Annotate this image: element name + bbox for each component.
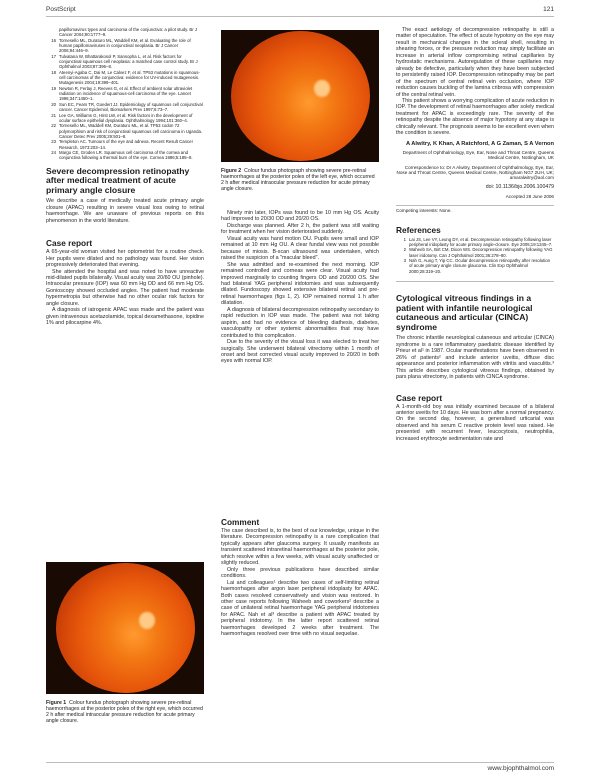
reference-item	[46, 86, 204, 102]
author-list: A Alwitry, K Khan, A Ratchford, A G Zaman, S A Vernon	[406, 140, 554, 147]
article1-title: Severe decompression retinopathy after medical treatment of acute primary angle closure	[46, 165, 190, 195]
references-heading: References	[396, 224, 441, 235]
paragraph: Visual acuity was hand motion OU. Pupils were small and IOP remained at 10 mm Hg OU. A clear fundal view was not possible because of miosis. B-scan ultrasound was undertaken, which raised the suspicion of a "macular bleed".	[221, 235, 379, 262]
article2-case-text: A 1-month-old boy was initially examined because of a bilateral anterior uveitis for 10 days. He was born after a normal pregnancy. On the second day, however, a generalised urticarial was observed and his serum C reactive protein level was raised. He presented with recurrent fever, leucocytosis, neutrophilia, increased erythrocyte sedimentation rate and	[396, 403, 554, 442]
reference-text: Nah G, Aung T, Yip CC. Ocular decompression retinopathy after resolution of acute primary angle closure glaucoma. Clin Exp Ophthalmol 2000;28:319–20.	[409, 257, 551, 274]
reference-text: Waheeb SA, Birt CM, Dixon WS. Decompression retinopathy following YAG laser iridotomy. Can J Ophthalmol 2001;36:278–80.	[409, 247, 553, 258]
comment-section	[221, 517, 379, 638]
reference-item	[396, 237, 554, 248]
case-report-body	[46, 249, 204, 326]
accepted-date: Accepted 28 June 2006	[505, 194, 554, 200]
comment-heading: Comment	[221, 517, 260, 527]
paragraph: A diagnosis of bilateral decompression retinopathy secondary to rapid reduction in IOP was made. The patient was not taking aspirin, and had no evidence of bleeding diathesis, diabetes, vasculopathy or other systemic abnormalities that may have contributed to this complication.	[221, 306, 379, 339]
reference-number: 16	[51, 37, 56, 43]
reference-text: Margo CE, Groden LR. Squamous cell carcinoma of the cornea and conjunctiva following a thermal burn of the eye. Cornea 1986;5:185–8.	[59, 149, 193, 161]
reference-number: 24	[51, 149, 56, 155]
reference-text: Tornesello ML, Duraturo ML, Waddell KM, et al. Evaluating the role of human papillomaviruses in conjunctival neoplasia. Br J Cancer 2006;94:446–9.	[59, 37, 191, 54]
paragraph: The case described is, to the best of our knowledge, unique in the literature. Decompression retinopathy is a rare complication that typically appears after glaucoma surgery. It usually manifests as transient scattered intraretinal haemorrhages at the posterior pole, which resolve within a few weeks, with visual acuity unaffected or slightly reduced.	[221, 528, 379, 567]
paragraph: Discharge was planned. After 2 h, the patient was still waiting for treatment when her vision deteriorated suddenly.	[221, 222, 379, 236]
article2-title: Cytological vitreous findings in a patient with infantile neurological cutaneous and articular (CINCA) syndrome	[396, 292, 533, 332]
reference-text: Ateenyi-Agaba C, Dai M, Le Calvez F, et al. TP53 mutations in squamous-cell carcinomas of the conjunctiva: evidence for UV-induced mutagenesis. Mutagenesis 2004;19:399–401.	[59, 69, 200, 86]
figure-2-caption-text: Colour fundus photograph showing severe pre-retinal haemorrhages at the posterior poles of the left eye, which occurred 2 h after medical intraocular pressure reduction for acute primary angle closure.	[221, 168, 375, 193]
figure-1-label: Figure 1	[46, 700, 67, 706]
right-column	[396, 27, 554, 442]
reference-text: Newton R, Ferlay J, Reeves G, et al. Effect of ambient solar ultraviolet radiation on incidence of squamous-cell carcinoma of the eye. Lancet 1996;347:1450–1.	[59, 85, 193, 102]
left-column	[46, 27, 204, 327]
doi: doi: 10.1136/bjo.2006.100479	[485, 183, 554, 190]
reference-text: Templeton AC. Tumours of the eye and adnexa. Recent Result Cancer Research, 1973:203–14.	[59, 139, 193, 150]
reference-item	[46, 139, 204, 150]
figure-1-caption	[46, 700, 204, 724]
reference-item	[46, 38, 204, 54]
article-divider	[396, 281, 554, 282]
figure-2-image	[221, 30, 379, 162]
fundus-photo-left-eye	[231, 31, 370, 161]
reference-item	[396, 247, 554, 258]
figure-2-caption	[221, 168, 379, 192]
reference-item	[46, 70, 204, 86]
reference-number: 2	[403, 247, 406, 253]
reference-text: Lee GA, Williams G, Hirst LW, et al. Risk factors in the development of ocular surface epithelial dysplasia. Ophthalmology 1994;101:360–4.	[59, 112, 193, 123]
reference-number: 20	[51, 101, 56, 107]
paragraph: Only three previous publications have described similar conditions.	[221, 566, 379, 580]
reference-number: 21	[51, 112, 56, 118]
header-rule	[46, 16, 554, 17]
paragraph: The exact aetiology of decompression retinopathy is still a matter of speculation. The effect of acute hypotony on the eye may result in mechanical changes in the scleral shell, resulting in shearing forces, or the pressure reduction may simply facilitate an increase in arterial inflow compromising retinal capillaries by hydrostatic mechanisms. Autoregulation of these capillaries may already be defective, particularly when they have been subjected to persistently raised IOP. Decompression retinopathy may be part of the spectrum of central retinal vein occlusion, where IOP reduction causes buckling of the lamina cribrosa with compression of the central retinal vein.	[396, 27, 554, 98]
competing-interests: Competing interests: None.	[396, 207, 452, 213]
paragraph: Lai and colleagues¹ describe two cases of self-limiting retinal haemorrhages after argon laser peripheral iridoplasty for APAC. Both cases resolved conservatively and vision was restored. In other case reports following Waheeb and coworkers² describe a case of unilateral retinal haemorrhage YAG peripheral iridotomies for APAC. Nah et al³ describe a patient with APAC treated by peripheral iridotomy. In the latter report scattered retinal haemorrhages developed 2 weeks after treatment. The haemorrhages resolved over time with no visual sequelae.	[221, 579, 379, 638]
reference-number: 22	[51, 123, 56, 129]
article2-case-body	[396, 404, 554, 443]
article2-case-heading: Case report	[396, 392, 443, 403]
figure-1-image	[46, 562, 204, 694]
reference-number: 1	[403, 236, 406, 242]
reference-number: 3	[403, 257, 406, 263]
paragraph: This patient shows a worrying complication of acute reduction in IOP. The development of retinal haemorrhages after solely medical treatment for APAC is exceedingly rare. The severity of the retinopathy despite the absence of major hypotony at any stage is clinically relevant. The prognosis seems to be excellent even when the condition is severe.	[396, 97, 554, 137]
case-report-heading: Case report	[46, 238, 93, 249]
case-report-continued	[221, 210, 379, 365]
page-number: 121	[543, 6, 554, 13]
article2-intro-text: The chronic infantile neurological cutaneous and articular (CINCA) syndrome is a rare inflammatory paediatric disease identified by Prieur et al¹ in 1987. Ocular manifestations have been observed in 26% of patients² and include anterior uveitis, diffuse disc appearance and posterior inflammation with vitritis and vasculitis.³ This article describes cytological vitreous findings, obtained by pars plana vitrectomy, in patients with CINCA syndrome.	[396, 335, 554, 381]
article1-intro	[46, 198, 204, 224]
article1-intro-text: We describe a case of medically treated acute primary angle closure (APAC) resulting in severe visual loss owing to retinal haemorrhage. We are unaware of previous reports on this phenomenon in the world literature.	[46, 198, 204, 224]
paragraph: Ninety min later, IOPs was found to be 10 mm Hg OS. Acuity had improved to 20/30 OD and 20/20 OS.	[221, 210, 379, 223]
reference-text: papillomavirus types and carcinoma of the conjunctiva: a pilot study. Br J Cancer 2004;90:1777–9.	[59, 27, 197, 38]
reference-number: 17	[51, 53, 56, 59]
reference-item	[46, 150, 204, 161]
comment-body	[221, 528, 379, 638]
reference-number: 18	[51, 69, 56, 75]
footer-rule	[46, 762, 554, 763]
article1-reference-list	[396, 237, 554, 274]
paragraph: Due to the severity of the visual loss it was elected to treat her surgically. She underwent bilateral vitrectomy within 1 month of onset and best corrected visual acuity improved to 20/20 in both eyes with normal IOP.	[221, 339, 379, 365]
paragraph: A 65-year-old woman visited her optometrist for a routine check. Her pupils were dilated and no pathology was found. Her vision progressively deteriorated that evening.	[46, 249, 204, 269]
reference-number: 23	[51, 139, 56, 145]
reference-list-previous-article	[46, 27, 204, 161]
reference-item	[396, 258, 554, 274]
reference-item	[46, 123, 204, 139]
reference-item	[46, 27, 204, 38]
running-header-section: PostScript	[46, 6, 76, 13]
reference-item	[46, 102, 204, 113]
figure-1-caption-text: Colour fundus photograph showing severe pre-retinal haemorrhages at the posterior poles of the right eye, which occurred 2 h after medical intraocular pressure reduction for acute primary angle closure.	[46, 700, 203, 725]
footer-url: www.bjophthalmol.com	[487, 765, 554, 772]
reference-text: Tornesello ML, Waddell KM, Duraturo ML, et al. TP53 codon 72 polymorphism and risk of conjunctival squamous cell carcinoma in Uganda. Cancer Detec Prev 2005;29:501–8.	[59, 123, 203, 139]
reference-item	[46, 113, 204, 124]
reference-item	[46, 54, 204, 70]
paragraph: A diagnosis of iatrogenic APAC was made and the patient was given intravenous acetazolamide, topical dexamethasone, iopidine 1% and pilocarpine 4%.	[46, 307, 204, 327]
author-affiliation: Department of Ophthalmology, Eye, Ear, Nose and Throat Centre, Queens Medical Centre, Nottingham, UK	[402, 149, 554, 161]
correspondence: Correspondence to: Dr A Alwitry, Department of Ophthalmology, Eye, Ear, Nose and Throat Centre, Queens Medical Centre, Nottingham NG7 2UH, UK; amaralwitry@aol.com	[396, 164, 554, 181]
paragraph: She attended the hospital and was noted to have unreactive mid-dilated pupils bilaterally. Visual acuity was 20/60 OU (pinhole). Intraocular pressure (IOP) was 60 mm Hg OD and 66 mm Hg OS. Gonioscopy showed occluded angles. The patient had moderate hypermetropia but otherwise had no other ocular risk factors for angle closure.	[46, 268, 204, 307]
divider	[396, 205, 554, 206]
reference-number	[46, 27, 59, 38]
reference-text: Tulvatana W, Bhattarakosol P, Sansopha L, et al. Risk factors for conjunctival squamous cell neoplasia: a matched case control study. Br J Ophthalmol 2003;87:396–8.	[59, 53, 198, 70]
reference-text: Sun EC, Fears TR, Goedert JJ. Epidemiology of squamous cell conjunctival cancer. Cancer Epidemiol, Biomarkers Prev 1997;6:73–7.	[59, 101, 203, 113]
reference-number: 19	[51, 85, 56, 91]
fundus-photo-right-eye	[56, 563, 195, 693]
article2-intro	[396, 335, 554, 380]
reference-text: Lai JS, Lee VY, Leung DY, et al. Decompression retinopathy following laser peripheral iridoplasty for acute primary angle-closure. Eye 2005;19:1345–7.	[409, 236, 553, 247]
discussion-body	[396, 27, 554, 137]
paragraph: She was admitted and re-examined the next morning. IOP remained controlled and corneas were clear. Visual acuity had improved marginally to counting fingers OD and 20/200 OS. She had bilateral YAG peripheral iridotomies and was subsequently dilated. Fundoscopy showed extensive bilateral retinal and pre-retinal haemorrhages (figs 1, 2). IOP remained normal 1 h after dilatation.	[221, 261, 379, 307]
figure-2-label: Figure 2	[221, 168, 242, 174]
